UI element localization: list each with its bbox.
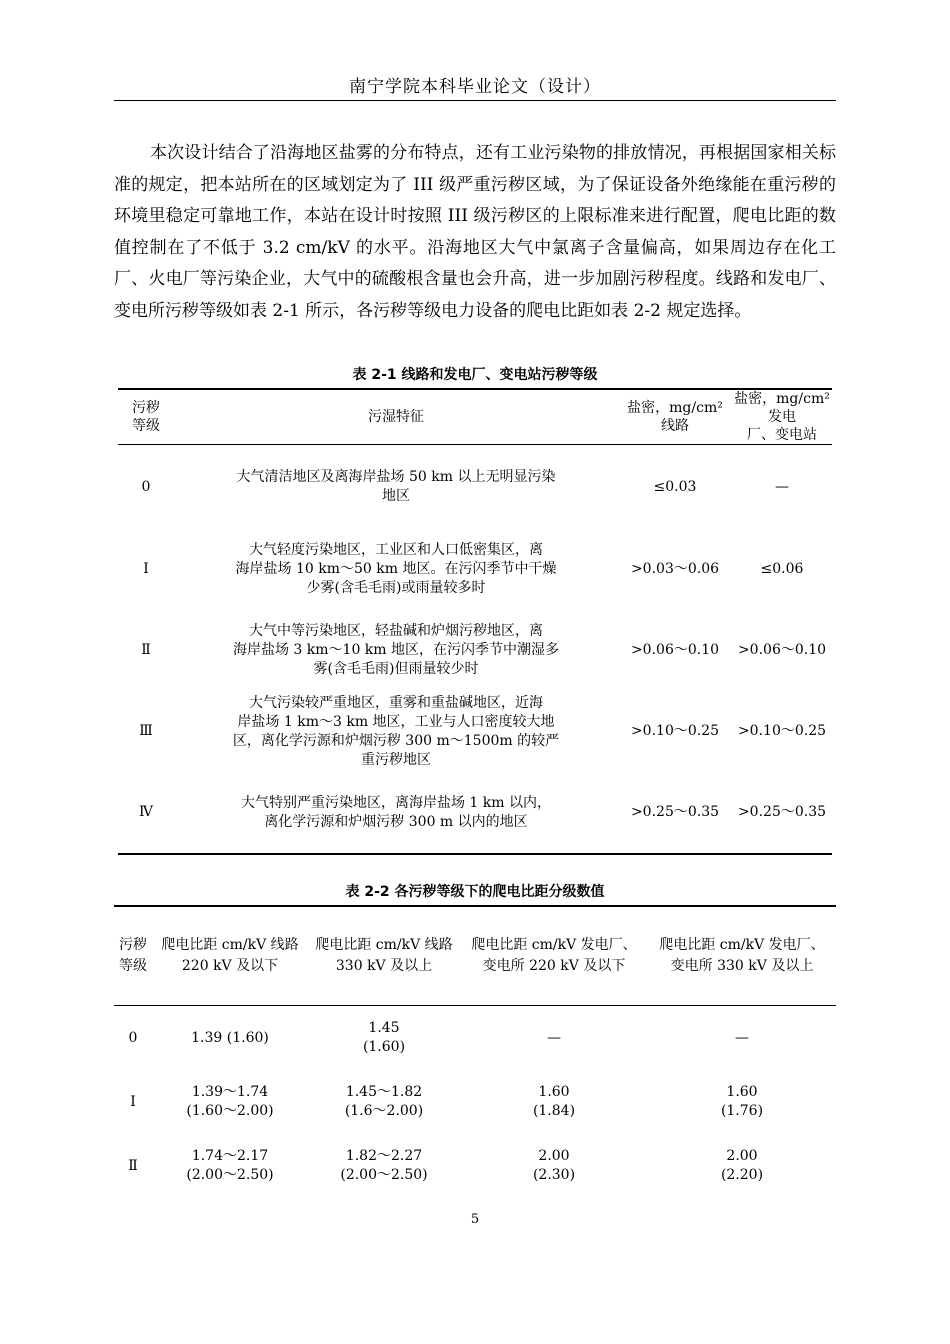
line-330-cell: 1.82～2.27 (2.00～2.50) [340,1148,428,1183]
line-330-cell: 1.45～1.82 (1.6～2.00) [344,1084,424,1119]
feature-cell: 大气清洁地区及离海岸盐场 50 km 以上无明显污染 地区 [236,469,556,504]
plant-salt-cell: >0.25～0.35 [737,804,827,820]
table-2-2-caption: 表 2-2 各污秽等级下的爬电比距分级数值 [345,884,605,900]
grade-cell: Ⅳ [139,804,153,820]
table-row [118,610,832,691]
line-salt-cell: ≤0.03 [653,478,697,495]
header-grade: 污秽 等级 [114,906,152,1006]
feature-cell: 大气中等污染地区，轻盐碱和炉烟污秽地区，离 海岸盐场 3 km～10 km 地区，在污闪季节中潮湿多 雾(含毛毛雨)但雨量较少时 [232,623,560,677]
table-row [118,772,832,854]
table-header-row [118,389,832,445]
plant-salt-cell: ≤0.06 [760,561,804,577]
plant-330-cell: 2.00 (2.20) [720,1148,764,1183]
header-plant-220: 爬电比距 cm/kV 发电厂、 变电所 220 kV 及以下 [460,906,648,1006]
header-line-330: 爬电比距 cm/kV 线路 330 kV 及以上 [308,906,460,1006]
table-row [118,529,832,610]
header-plant-330: 爬电比距 cm/kV 发电厂、 变电所 330 kV 及以上 [648,906,836,1006]
table-row [114,1070,836,1134]
grade-cell: 0 [128,1029,138,1046]
page-number: 5 [470,1212,480,1227]
feature-cell: 大气特别严重污染地区，离海岸盐场 1 km 以内， 离化学污源和炉烟污秽 300 m 以内的地区 [240,794,551,830]
table-header-row [114,906,836,1006]
line-220-cell: 1.39～1.74 (1.60～2.00) [186,1084,274,1119]
plant-salt-cell: >0.06～0.10 [737,642,827,658]
line-salt-cell: >0.25～0.35 [630,804,720,820]
plant-330-cell: — [735,1029,749,1046]
header-grade: 污秽 等级 [118,389,174,445]
table-row [114,1134,836,1198]
plant-220-cell: — [547,1029,561,1046]
table-row [118,445,832,530]
header-line-220: 爬电比距 cm/kV 线路 220 kV 及以下 [152,906,308,1006]
plant-salt-cell: >0.10～0.25 [737,723,827,739]
line-330-cell: 1.45 (1.60) [362,1020,406,1055]
plant-330-cell: 1.60 (1.76) [720,1084,764,1119]
line-salt-cell: >0.10～0.25 [630,723,720,739]
pollution-grade-table [118,388,832,855]
header-salt-plant: 盐密，mg/cm²发电 厂、变电站 [732,389,832,445]
grade-cell: Ⅱ [128,1157,138,1174]
line-220-cell: 1.74～2.17 (2.00～2.50) [186,1148,274,1183]
line-salt-cell: >0.06～0.10 [630,642,720,658]
table-row [118,691,832,772]
table-row [114,1006,836,1071]
grade-cell: Ⅰ [130,1093,136,1110]
header-feature: 污湿特征 [174,389,618,445]
page-header-title: 南宁学院本科毕业论文（设计） [349,77,601,97]
grade-cell: Ⅰ [143,561,149,577]
plant-220-cell: 2.00 (2.30) [532,1148,576,1183]
body-paragraph: 本次设计结合了沿海地区盐雾的分布特点，还有工业污染物的排放情况，再根据国家相关标准的规定，把本站所在的区域划定为了 III 级严重污秽区域，为了保证设备外绝缘能在重污秽的环境里稳定可靠地工作，本站在设计时按照 III 级污秽区的上限标准来进行配置，爬电比距的数值控制在了不低于 3.2 cm/kV 的水平。沿海地区大气中氯离子含量偏高，如果周边存在化工厂、火电厂等污染企业，大气中的硫酸根含量也会升高，进一步加剧污秽程度。线路和发电厂、变电所污秽等级如表 2-1 所示，各污秽等级电力设备的爬电比距如表 2-2 规定选择。 [114,143,836,321]
plant-salt-cell: — [775,478,789,495]
header-salt-line: 盐密，mg/cm² 线路 [618,389,732,445]
grade-cell: Ⅱ [141,642,151,658]
feature-cell: 大气污染较严重地区，重雾和重盐碱地区，近海 岸盐场 1 km～3 km 地区，工业与人口密度较大地 区，离化学污源和炉烟污秽 300 m～1500m 的较严 重污秽地区 [232,694,560,768]
plant-220-cell: 1.60 (1.84) [532,1084,576,1119]
feature-cell: 大气轻度污染地区，工业区和人口低密集区，离 海岸盐场 10 km～50 km 地区。在污闪季节中干燥 少雾(含毛毛雨)或雨量较多时 [235,542,557,596]
table-2-1-caption: 表 2-1 线路和发电厂、变电站污秽等级 [352,367,598,383]
line-salt-cell: >0.03～0.06 [630,561,720,577]
creepage-distance-table [114,905,836,1198]
grade-cell: Ⅲ [139,723,153,739]
header-divider [114,100,836,101]
grade-cell: 0 [141,478,151,495]
line-220-cell: 1.39 (1.60) [191,1029,269,1046]
